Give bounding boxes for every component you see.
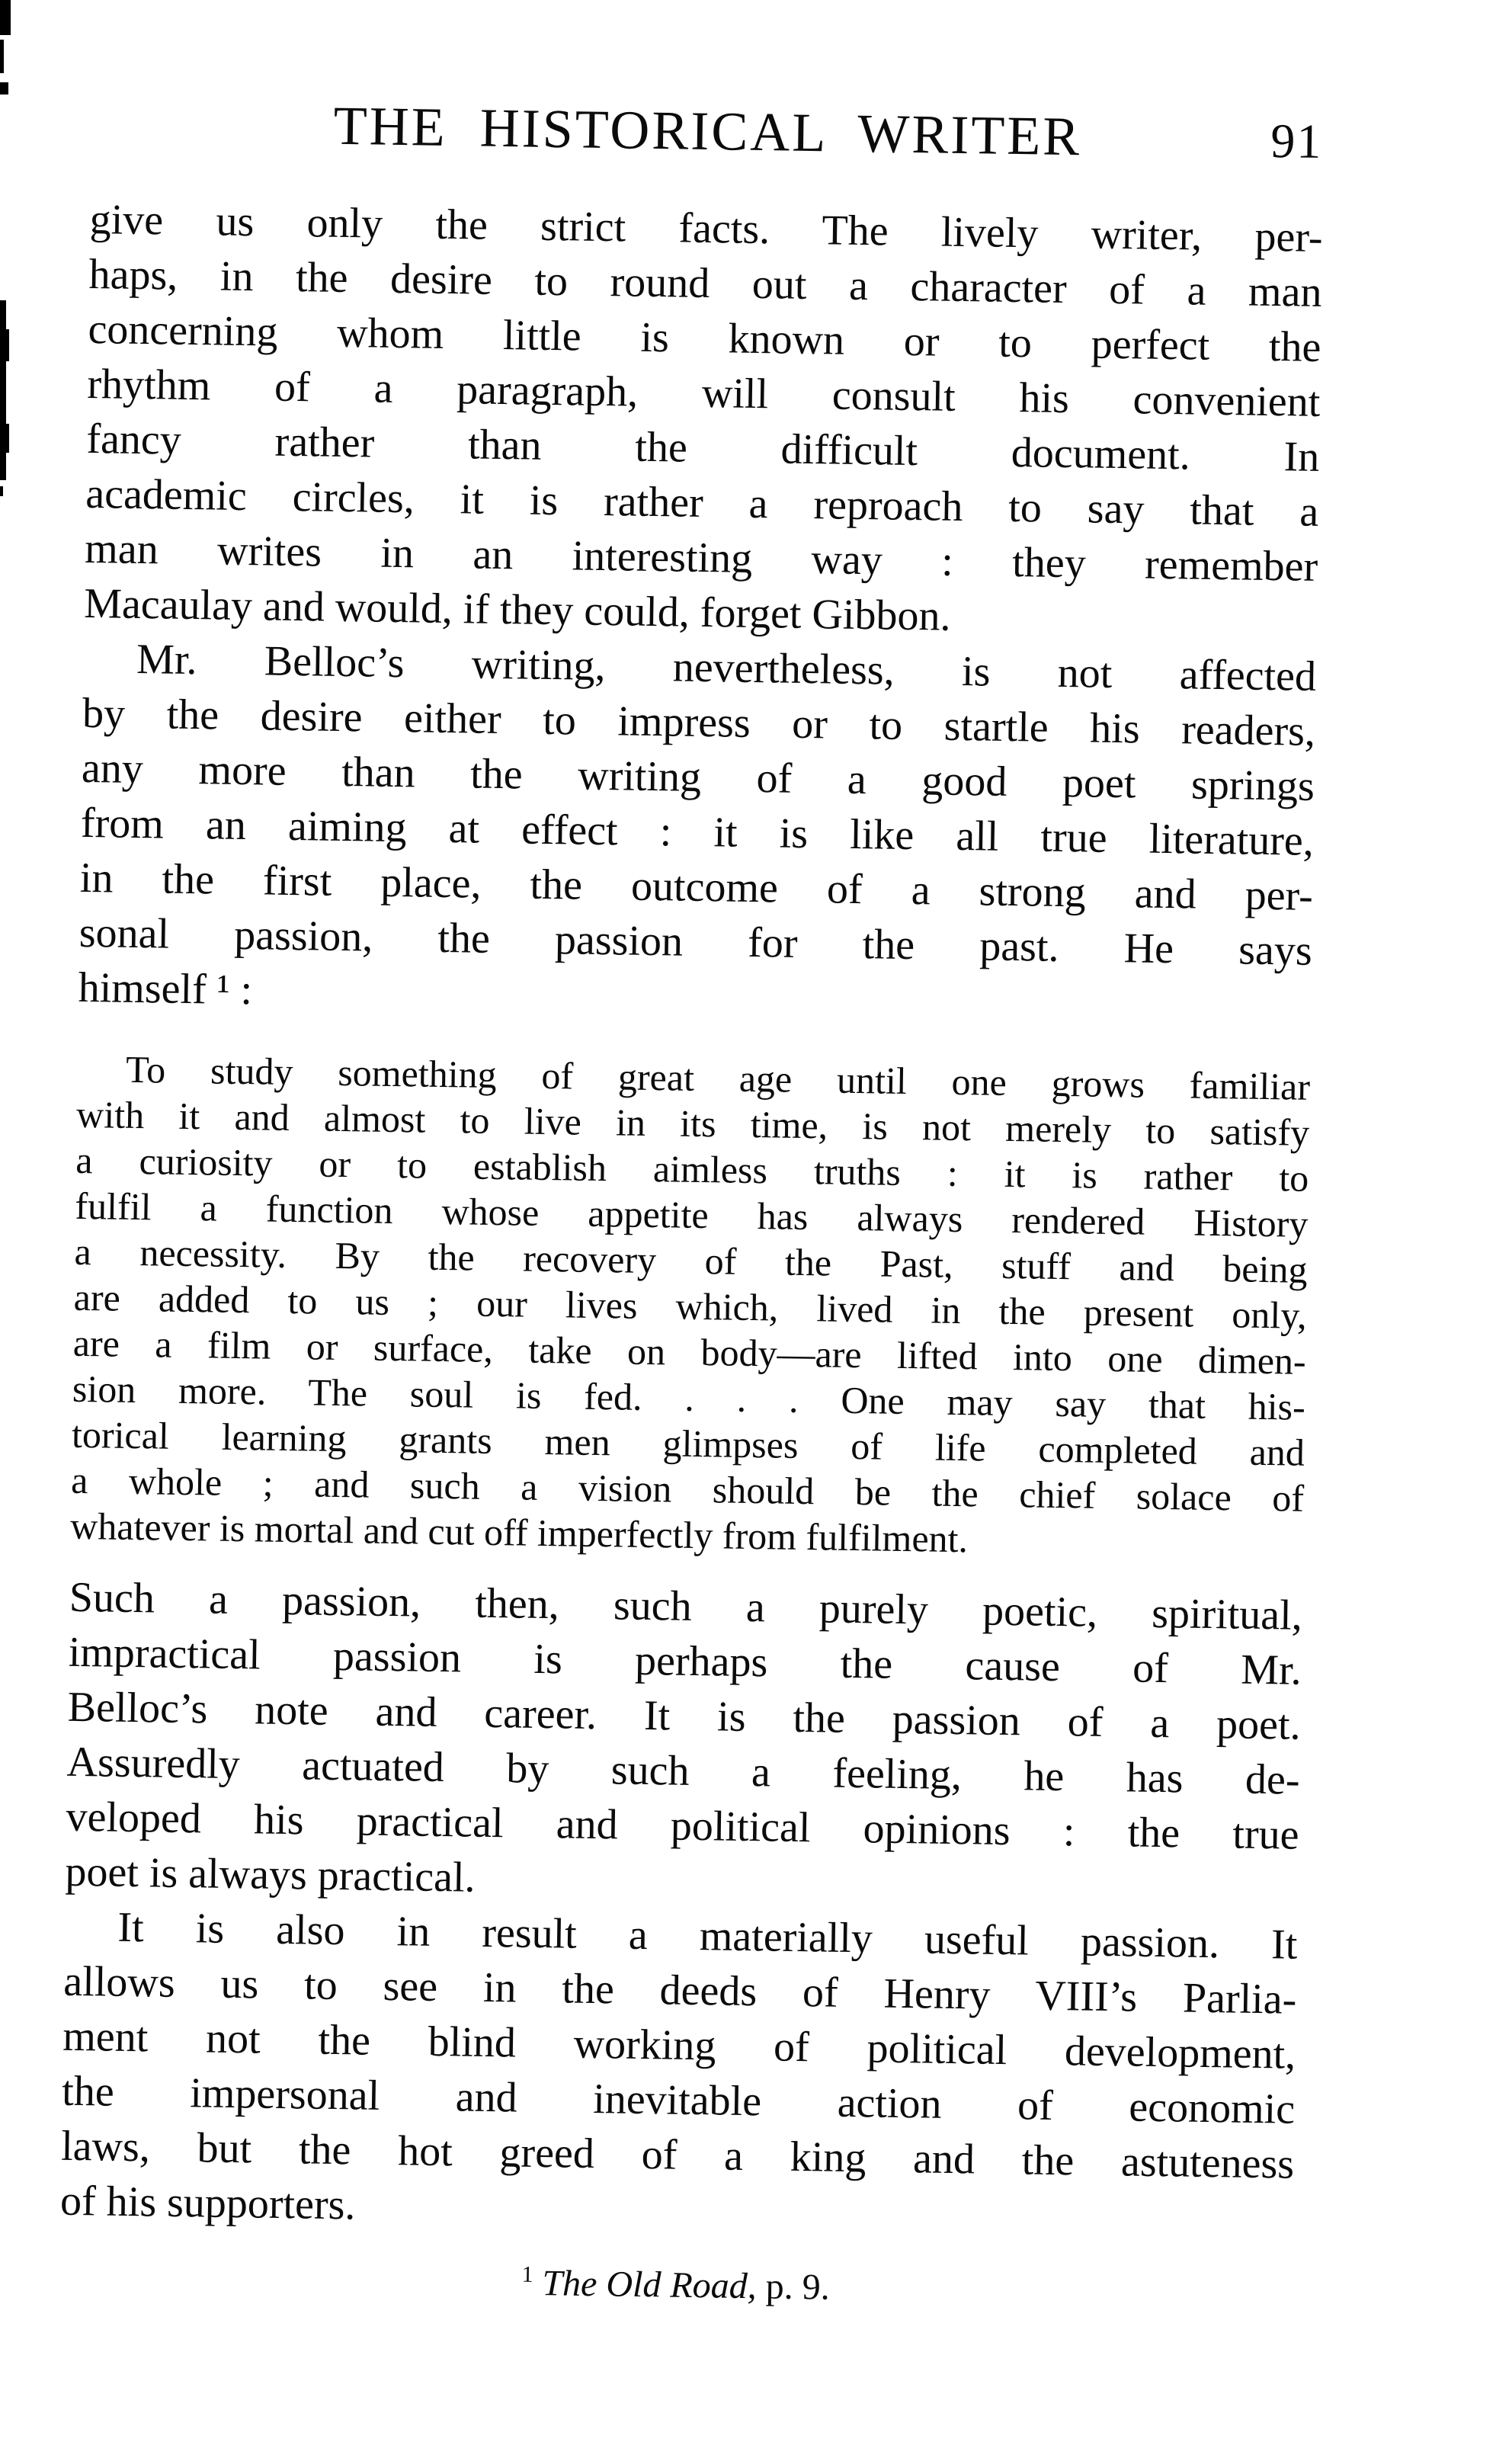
text-line: impractical passion is perhaps the cause of Mr. — [68, 1628, 1302, 1694]
scan-artifact-tick — [0, 486, 3, 496]
header-title: THE HISTORICAL WRITER — [333, 95, 1082, 168]
text-line: allows us to see in the deeds of Henry VIII’s Parlia- — [62, 1957, 1297, 2024]
paragraph — [60, 1899, 1298, 2247]
text-line: veloped his practical and political opinions : the true — [66, 1793, 1299, 1859]
text-line: poet is always practical. — [65, 1848, 476, 1902]
text-line: torical learning grants men glimpses of life completed and — [71, 1412, 1305, 1474]
text-line: sonal passion, the passion for the past. He says — [78, 909, 1313, 975]
footnote-work-title: The Old Road, — [542, 2263, 758, 2307]
paragraph — [84, 192, 1323, 649]
text-line: academic circles, it is rather a reproach to say that a — [85, 469, 1319, 536]
scan-artifact-top — [0, 82, 8, 95]
scan-artifact-top — [0, 0, 11, 35]
paragraph — [65, 1570, 1302, 1918]
text-line: a whole ; and such a vision should be the chief solace of — [70, 1458, 1305, 1520]
text-line: are added to us ; our lives which, lived in the present only, — [73, 1275, 1307, 1337]
text-line: fulfil a function whose appetite has always rendered History — [75, 1184, 1309, 1245]
text-line: rhythm of a paragraph, will consult his convenient — [87, 360, 1321, 426]
scan-artifact-bar — [5, 424, 9, 453]
text-line: Such a passion, then, such a purely poetic, spiritual, — [69, 1573, 1303, 1639]
footnote-page-ref: p. 9. — [765, 2266, 831, 2308]
block-quote — [70, 1046, 1311, 1567]
text-line: Belloc’s note and career. It is the passion of a poet. — [67, 1683, 1302, 1749]
paragraph — [78, 631, 1316, 1034]
text-line: fancy rather than the difficult document. In — [85, 415, 1320, 481]
text-line: Assuredly actuated by such a feeling, he has de- — [66, 1738, 1300, 1804]
footnote — [59, 2255, 1293, 2317]
page-content — [59, 0, 1326, 2317]
scan-artifact-top — [0, 40, 4, 73]
text-line: from an aiming at effect : it is like all true literature, — [80, 799, 1315, 865]
text-line: of his supporters. — [59, 2177, 356, 2229]
text-line: whatever is mortal and cut off imperfectly from fulfilment. — [69, 1504, 969, 1561]
text-line: the impersonal and inevitable action of economic — [61, 2067, 1296, 2133]
text-line: To study something of great age until one grows familiar — [125, 1047, 1311, 1108]
running-header — [91, 85, 1325, 177]
text-line: a necessity. By the recovery of the Past, stuff and being — [74, 1229, 1308, 1291]
text-line: haps, in the desire to round out a character of a man — [88, 250, 1322, 316]
text-line: Mr. Belloc’s writing, nevertheless, is not affected — [136, 635, 1317, 700]
text-line: in the first place, the outcome of a strong and per- — [79, 854, 1314, 920]
page-number: 91 — [1270, 113, 1323, 168]
text-line: man writes in an interesting way : they remember — [84, 524, 1318, 591]
text-line: Macaulay and would, if they could, forget Gibbon. — [83, 579, 951, 640]
text-line: himself ¹ : — [78, 963, 253, 1014]
text-line: It is also in result a materially useful passion. It — [117, 1903, 1298, 1969]
scan-artifact-bar — [0, 300, 6, 480]
text-line: give us only the strict facts. The lively writer, per- — [89, 195, 1324, 261]
scan-artifact-bar — [5, 329, 9, 361]
text-line: sion more. The soul is fed. . . . One may say that his- — [72, 1367, 1306, 1428]
footnote-marker: 1 — [521, 2261, 533, 2287]
text-line: a curiosity or to establish aimless truths : it is rather to — [75, 1138, 1309, 1200]
text-line: concerning whom little is known or to perfect the — [88, 305, 1321, 371]
text-line: are a film or surface, take on body—are lifted into one dimen- — [72, 1321, 1307, 1383]
text-line: laws, but the hot greed of a king and the astuteness — [60, 2122, 1295, 2188]
text-line: by the desire either to impress or to startle his readers, — [82, 689, 1316, 755]
text-line: with it and almost to live in its time, is not merely to satisfy — [75, 1092, 1310, 1154]
text-line: any more than the writing of a good poet springs — [81, 744, 1315, 810]
text-line: ment not the blind working of political development, — [62, 2012, 1296, 2078]
